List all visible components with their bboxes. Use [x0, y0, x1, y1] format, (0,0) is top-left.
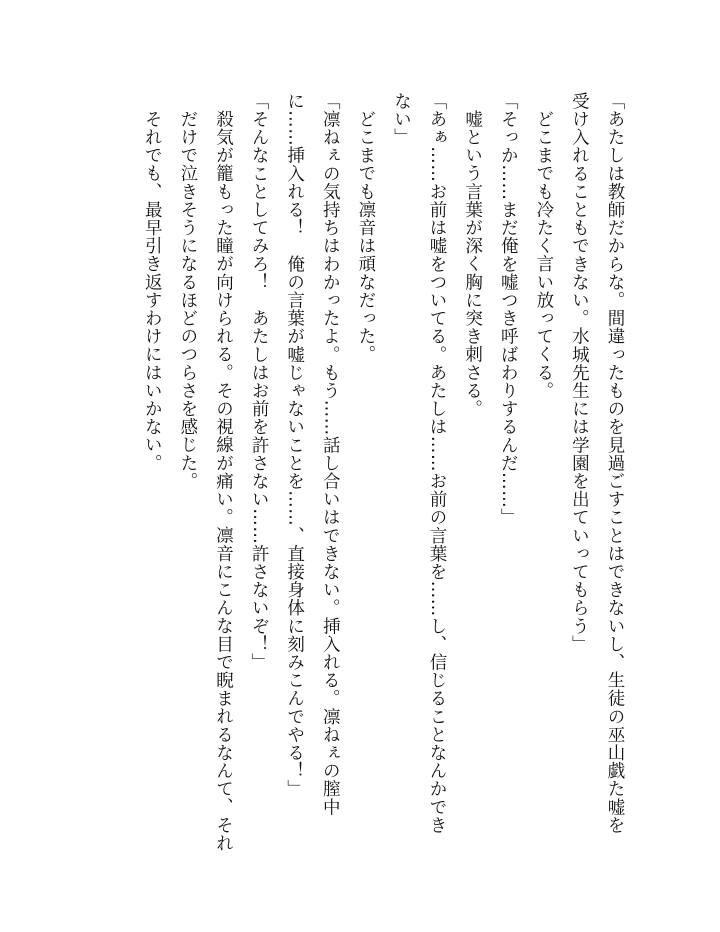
paragraph-7: 「凛ねぇの気持ちはわかったよ。もう……話し合いはできない。挿入れる。凛ねぇの膣中に……挿入れる！ 俺の言葉が嘘じゃないことを……、直接身体に刻みこんでやる！」: [284, 92, 341, 816]
paragraph-4: 嘘という言葉が深く胸に突き刺さる。: [462, 109, 483, 418]
vertical-text-body: [134, 92, 632, 852]
paragraph-6: どこまでも凛音は頑なだった。: [355, 109, 376, 363]
paragraph-1: 「あたしは教師だからな。間違ったものを見過ごすことはできないし、生徒の巫山戯た嘘を受け入れることもできない。水城先生には学園を出ていってもらう」: [569, 92, 625, 835]
paragraph-10: それでも、最早引き返すわけにはいかない。: [142, 109, 163, 472]
paragraph-3: 「そっか……まだ俺を嘘つき呼ばわりするんだ……」: [498, 92, 519, 527]
paragraph-2: どこまでも冷たく言い放ってくる。: [533, 109, 554, 400]
paragraph-5: 「あぁ……お前は嘘をついてる。あたしは……お前の言葉を……し、信じることなんかできない」: [391, 92, 448, 835]
paragraph-9: 殺気が籠もった瞳が向けられる。その視線が痛い。凛音にこんな目で睨まれるなんて、それだけで泣きそうになるほどのつらさを感じた。: [177, 109, 234, 852]
paragraph-8: 「そんなことしてみろ！ あたしはお前を許さない……許さないぞ！」: [249, 92, 270, 672]
